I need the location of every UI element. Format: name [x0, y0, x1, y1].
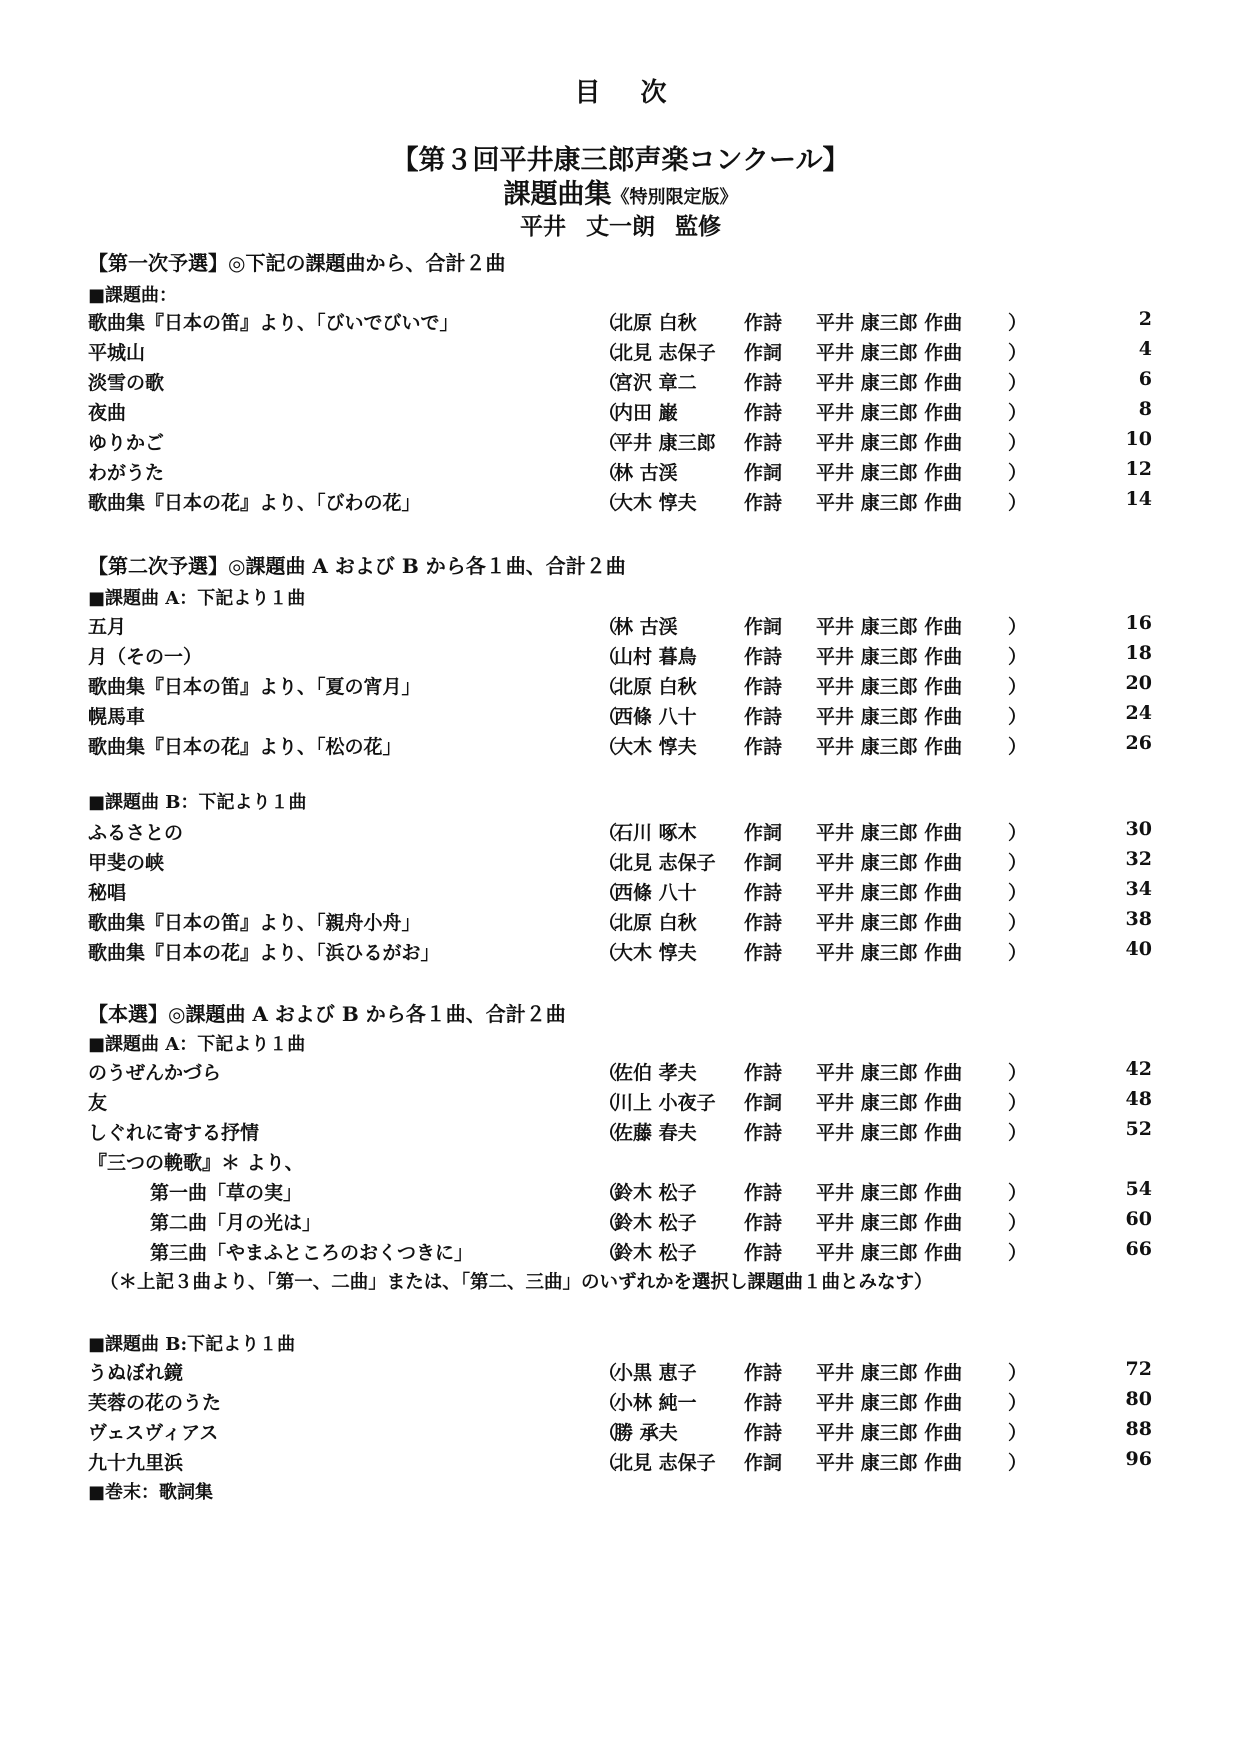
composer: 平井 康三郎 作曲	[816, 1092, 963, 1114]
paren-open: （	[598, 1062, 618, 1084]
page-number: 80	[1125, 1388, 1152, 1410]
paren-open: （	[598, 402, 618, 424]
song-title: 月（その一）	[88, 646, 203, 668]
paren-close: ）	[1008, 372, 1028, 394]
lyric-role: 作詞	[744, 852, 783, 874]
paren-close: ）	[1008, 852, 1028, 874]
paren-open: （	[598, 492, 618, 514]
song-title: 歌曲集『日本の笛』より、「びいでびいで」	[88, 312, 459, 334]
song-title: うぬぼれ鏡	[88, 1362, 184, 1384]
toc-row[interactable]	[88, 1238, 1152, 1266]
toc-row[interactable]	[88, 1118, 1152, 1146]
paren-close: ）	[1008, 1362, 1028, 1384]
lyric-role: 作詩	[744, 646, 783, 668]
song-title: 第二曲「月の光は」	[150, 1212, 322, 1234]
composer: 平井 康三郎 作曲	[816, 882, 963, 904]
paren-close: ）	[1008, 912, 1028, 934]
toc-row[interactable]	[88, 732, 1152, 760]
lyric-role: 作詞	[744, 342, 783, 364]
lyricist: 平井 康三郎	[614, 432, 716, 454]
lyric-role: 作詩	[744, 1062, 783, 1084]
composer: 平井 康三郎 作曲	[816, 676, 963, 698]
paren-open: （	[598, 882, 618, 904]
paren-close: ）	[1008, 1182, 1028, 1204]
section-heading-first-preliminary: 【第一次予選】◎下記の課題曲から、合計２曲	[88, 251, 506, 275]
page-number: 66	[1125, 1238, 1152, 1260]
lyricist: 川上 小夜子	[614, 1092, 716, 1114]
paren-close: ）	[1008, 1422, 1028, 1444]
lyric-role: 作詞	[744, 1092, 783, 1114]
page-number: 54	[1125, 1178, 1152, 1200]
toc-row[interactable]	[88, 818, 1152, 846]
composer: 平井 康三郎 作曲	[816, 1062, 963, 1084]
editor-credit: 平井 丈一朗 監修	[519, 213, 721, 240]
page-number: 12	[1125, 458, 1152, 480]
composer: 平井 康三郎 作曲	[816, 372, 963, 394]
composer: 平井 康三郎 作曲	[816, 342, 963, 364]
selection-note: （＊上記３曲より、「第一、二曲」または、「第二、三曲」のいずれかを選択し課題曲１曲とみなす）	[100, 1272, 933, 1293]
page-number: 2	[1138, 308, 1152, 330]
paren-close: ）	[1008, 616, 1028, 638]
page-number: 42	[1125, 1058, 1152, 1080]
paren-close: ）	[1008, 676, 1028, 698]
lyricist: 北見 志保子	[614, 1452, 716, 1474]
song-title: わがうた	[88, 462, 165, 484]
song-title: 歌曲集『日本の花』より、「浜ひるがお」	[88, 942, 440, 964]
song-title: 友	[88, 1092, 108, 1114]
song-title: 甲斐の峡	[88, 852, 165, 874]
lyricist: 北見 志保子	[614, 852, 716, 874]
page-number: 4	[1138, 338, 1152, 360]
lyricist: 宮沢 章二	[614, 372, 697, 394]
page-number: 96	[1125, 1448, 1152, 1470]
song-title: 歌曲集『日本の花』より、「松の花」	[88, 736, 402, 758]
page-number: 38	[1125, 908, 1152, 930]
paren-open: （	[598, 1212, 618, 1234]
lyric-role: 作詩	[744, 312, 783, 334]
lyricist: 北原 白秋	[614, 912, 697, 934]
composer: 平井 康三郎 作曲	[816, 1122, 963, 1144]
page-number: 88	[1125, 1418, 1152, 1440]
toc-row[interactable]	[88, 848, 1152, 876]
paren-open: （	[598, 1452, 618, 1474]
paren-close: ）	[1008, 882, 1028, 904]
lyricist: 林 古渓	[614, 616, 678, 638]
lyricist: 佐伯 孝夫	[614, 1062, 697, 1084]
lyricist: 大木 惇夫	[614, 492, 697, 514]
lyricist: 北見 志保子	[614, 342, 716, 364]
group-heading-row	[88, 1148, 1152, 1176]
paren-close: ）	[1008, 1212, 1028, 1234]
paren-open: （	[598, 462, 618, 484]
composer: 平井 康三郎 作曲	[816, 1242, 963, 1264]
paren-close: ）	[1008, 646, 1028, 668]
lyric-role: 作詩	[744, 912, 783, 934]
page-number: 48	[1125, 1088, 1152, 1110]
paren-open: （	[598, 372, 618, 394]
lyric-role: 作詞	[744, 616, 783, 638]
lyricist: 西條 八十	[614, 706, 697, 728]
lyric-role: 作詩	[744, 1422, 783, 1444]
page-number: 32	[1125, 848, 1152, 870]
toc-row[interactable]	[88, 1448, 1152, 1476]
composer: 平井 康三郎 作曲	[816, 1362, 963, 1384]
lyric-role: 作詩	[744, 432, 783, 454]
toc-row[interactable]	[88, 1058, 1152, 1086]
book-subtitle: 《特別限定版》	[611, 187, 738, 208]
contest-title: 【第３回平井康三郎声楽コンクール】	[391, 145, 850, 176]
song-title: ふるさとの	[88, 822, 184, 844]
page-number: 16	[1125, 612, 1152, 634]
paren-open: （	[598, 1242, 618, 1264]
subsection-heading: ■課題曲 B:下記より１曲	[88, 1334, 296, 1355]
lyricist: 西條 八十	[614, 882, 697, 904]
paren-open: （	[598, 852, 618, 874]
composer: 平井 康三郎 作曲	[816, 646, 963, 668]
paren-open: （	[598, 432, 618, 454]
lyric-role: 作詩	[744, 676, 783, 698]
song-title: 淡雪の歌	[88, 372, 165, 394]
song-title: ヴェスヴィアス	[88, 1422, 219, 1444]
page-number: 30	[1125, 818, 1152, 840]
lyricist: 北原 白秋	[614, 312, 697, 334]
paren-close: ）	[1008, 342, 1028, 364]
composer: 平井 康三郎 作曲	[816, 616, 963, 638]
composer: 平井 康三郎 作曲	[816, 706, 963, 728]
page-number: 52	[1125, 1118, 1152, 1140]
lyric-role: 作詩	[744, 1212, 783, 1234]
paren-open: （	[598, 1122, 618, 1144]
paren-open: （	[598, 1392, 618, 1414]
song-title: 幌馬車	[88, 706, 146, 728]
paren-close: ）	[1008, 736, 1028, 758]
lyric-role: 作詩	[744, 736, 783, 758]
toc-row[interactable]	[88, 672, 1152, 700]
toc-row[interactable]	[88, 428, 1152, 456]
song-title: 平城山	[88, 342, 146, 364]
lyric-role: 作詞	[744, 822, 783, 844]
song-title: 夜曲	[88, 402, 127, 424]
book-title-main: 課題曲集	[503, 179, 612, 210]
lyric-role: 作詩	[744, 882, 783, 904]
composer: 平井 康三郎 作曲	[816, 1182, 963, 1204]
paren-close: ）	[1008, 942, 1028, 964]
toc-row[interactable]	[88, 938, 1152, 966]
composer: 平井 康三郎 作曲	[816, 492, 963, 514]
lyric-role: 作詩	[744, 942, 783, 964]
toc-row[interactable]	[88, 458, 1152, 486]
lyric-role: 作詩	[744, 706, 783, 728]
lyricist: 鈴木 松子	[614, 1242, 697, 1264]
composer: 平井 康三郎 作曲	[816, 312, 963, 334]
book-title	[0, 172, 1241, 211]
paren-close: ）	[1008, 1092, 1028, 1114]
paren-open: （	[598, 1092, 618, 1114]
lyric-role: 作詞	[744, 462, 783, 484]
lyric-role: 作詩	[744, 1122, 783, 1144]
composer: 平井 康三郎 作曲	[816, 822, 963, 844]
toc-row[interactable]	[88, 1178, 1152, 1206]
toc-row[interactable]	[88, 878, 1152, 906]
toc-row[interactable]	[88, 308, 1152, 336]
lyricist: 石川 啄木	[614, 822, 697, 844]
page-number: 34	[1125, 878, 1152, 900]
section-heading-final: 【本選】◎課題曲 A および B から各１曲、合計２曲	[88, 1002, 566, 1026]
toc-row[interactable]	[88, 398, 1152, 426]
paren-close: ）	[1008, 822, 1028, 844]
toc-row[interactable]	[88, 338, 1152, 366]
composer: 平井 康三郎 作曲	[816, 402, 963, 424]
song-title: 芙蓉の花のうた	[88, 1392, 222, 1414]
group-heading: 『三つの輓歌』＊ より、	[88, 1152, 304, 1174]
lyricist: 小黒 恵子	[614, 1362, 697, 1384]
paren-open: （	[598, 342, 618, 364]
song-title: のうぜんかづら	[88, 1062, 222, 1084]
paren-open: （	[598, 616, 618, 638]
page-number: 10	[1125, 428, 1152, 450]
page-number: 14	[1125, 488, 1152, 510]
subsection-heading: ■課題曲：	[88, 285, 178, 306]
section-heading-second-preliminary: 【第二次予選】◎課題曲 A および B から各１曲、合計２曲	[88, 554, 626, 578]
paren-open: （	[598, 312, 618, 334]
lyric-role: 作詩	[744, 372, 783, 394]
lyricist: 小林 純一	[614, 1392, 697, 1414]
page-number: 6	[1138, 368, 1152, 390]
page-number: 8	[1138, 398, 1152, 420]
composer: 平井 康三郎 作曲	[816, 432, 963, 454]
toc-row[interactable]	[88, 1208, 1152, 1236]
subsection-heading: ■課題曲 A：下記より１曲	[88, 1034, 306, 1055]
subsection-heading: ■課題曲 B：下記より１曲	[88, 792, 307, 813]
paren-close: ）	[1008, 1242, 1028, 1264]
lyric-role: 作詩	[744, 1392, 783, 1414]
page-number: 18	[1125, 642, 1152, 664]
page-number: 24	[1125, 702, 1152, 724]
toc-row[interactable]	[88, 612, 1152, 640]
song-title: ゆりかご	[88, 432, 165, 454]
song-title: 九十九里浜	[88, 1452, 184, 1474]
paren-close: ）	[1008, 432, 1028, 454]
lyric-role: 作詩	[744, 492, 783, 514]
composer: 平井 康三郎 作曲	[816, 942, 963, 964]
toc-row[interactable]	[88, 642, 1152, 670]
lyricist: 林 古渓	[614, 462, 678, 484]
appendix-heading: ■巻末：歌詞集	[88, 1482, 214, 1503]
song-title: しぐれに寄する抒情	[88, 1122, 260, 1144]
toc-row[interactable]	[88, 702, 1152, 730]
lyricist: 佐藤 春夫	[614, 1122, 697, 1144]
lyric-role: 作詩	[744, 1182, 783, 1204]
composer: 平井 康三郎 作曲	[816, 1452, 963, 1474]
lyricist: 鈴木 松子	[614, 1212, 697, 1234]
song-title: 歌曲集『日本の花』より、「びわの花」	[88, 492, 421, 514]
paren-open: （	[598, 646, 618, 668]
page-title: 目次	[574, 78, 707, 108]
paren-open: （	[598, 1182, 618, 1204]
paren-open: （	[598, 706, 618, 728]
page-number: 72	[1125, 1358, 1152, 1380]
lyric-role: 作詩	[744, 402, 783, 424]
lyricist: 鈴木 松子	[614, 1182, 697, 1204]
composer: 平井 康三郎 作曲	[816, 1422, 963, 1444]
song-title: 第一曲「草の実」	[150, 1182, 303, 1204]
song-title: 第三曲「やまふところのおくつきに」	[150, 1242, 474, 1264]
composer: 平井 康三郎 作曲	[816, 912, 963, 934]
page-number: 26	[1125, 732, 1152, 754]
composer: 平井 康三郎 作曲	[816, 736, 963, 758]
paren-open: （	[598, 736, 618, 758]
toc-row[interactable]	[88, 1418, 1152, 1446]
subsection-heading: ■課題曲 A：下記より１曲	[88, 588, 306, 609]
toc-row[interactable]	[88, 1088, 1152, 1116]
paren-open: （	[598, 676, 618, 698]
page-number: 60	[1125, 1208, 1152, 1230]
lyric-role: 作詩	[744, 1242, 783, 1264]
lyricist: 大木 惇夫	[614, 736, 697, 758]
lyricist: 山村 暮鳥	[614, 646, 697, 668]
page-number: 40	[1125, 938, 1152, 960]
lyricist: 北原 白秋	[614, 676, 697, 698]
paren-close: ）	[1008, 462, 1028, 484]
lyricist: 大木 惇夫	[614, 942, 697, 964]
paren-close: ）	[1008, 1122, 1028, 1144]
lyricist: 内田 巌	[614, 402, 678, 424]
toc-row[interactable]	[88, 1358, 1152, 1386]
page-number: 20	[1125, 672, 1152, 694]
paren-close: ）	[1008, 402, 1028, 424]
toc-row[interactable]	[88, 488, 1152, 516]
toc-row[interactable]	[88, 908, 1152, 936]
toc-row[interactable]	[88, 368, 1152, 396]
paren-open: （	[598, 822, 618, 844]
toc-row[interactable]	[88, 1388, 1152, 1416]
lyric-role: 作詞	[744, 1452, 783, 1474]
paren-close: ）	[1008, 706, 1028, 728]
composer: 平井 康三郎 作曲	[816, 852, 963, 874]
lyric-role: 作詩	[744, 1362, 783, 1384]
composer: 平井 康三郎 作曲	[816, 462, 963, 484]
paren-close: ）	[1008, 492, 1028, 514]
paren-close: ）	[1008, 1062, 1028, 1084]
paren-open: （	[598, 1362, 618, 1384]
lyricist: 勝 承夫	[614, 1422, 678, 1444]
paren-open: （	[598, 912, 618, 934]
song-title: 歌曲集『日本の笛』より、「夏の宵月」	[88, 676, 421, 698]
paren-close: ）	[1008, 1452, 1028, 1474]
song-title: 秘唱	[88, 882, 127, 904]
composer: 平井 康三郎 作曲	[816, 1212, 963, 1234]
paren-open: （	[598, 942, 618, 964]
paren-open: （	[598, 1422, 618, 1444]
song-title: 五月	[88, 616, 127, 638]
song-title: 歌曲集『日本の笛』より、「親舟小舟」	[88, 912, 421, 934]
composer: 平井 康三郎 作曲	[816, 1392, 963, 1414]
paren-close: ）	[1008, 312, 1028, 334]
paren-close: ）	[1008, 1392, 1028, 1414]
